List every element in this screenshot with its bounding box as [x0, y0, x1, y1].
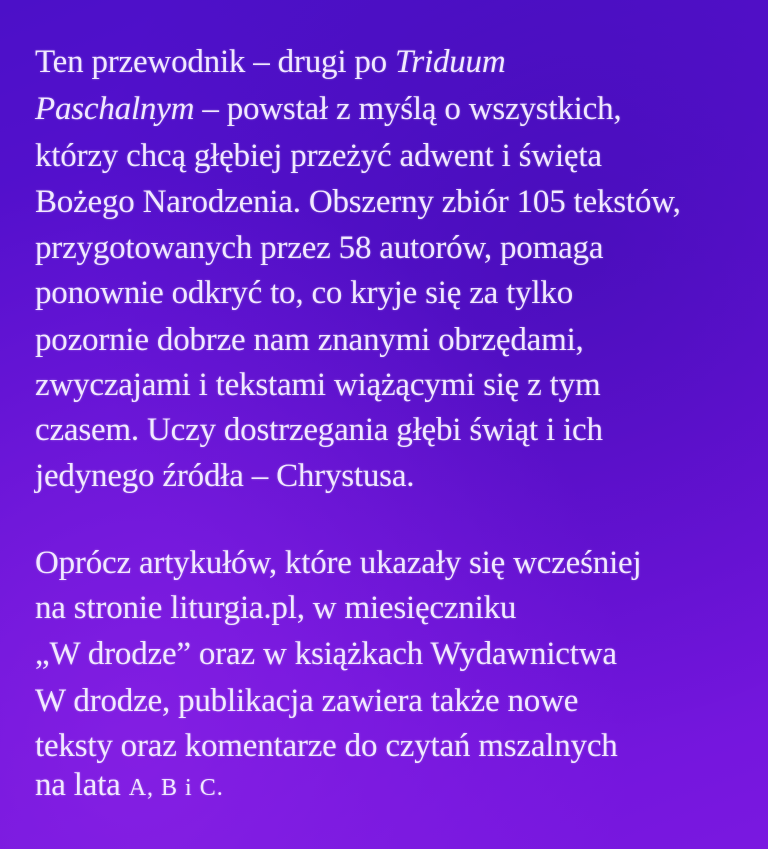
blurb-line: ponownie odkryć to, co kryje się za tylko — [35, 275, 573, 311]
text-span: Ten przewodnik – drugi po — [35, 44, 395, 80]
blurb-line: W drodze, publikacja zawiera także nowe — [35, 683, 579, 719]
blurb-line: teksty oraz komentarze do czytań mszalnych — [35, 728, 618, 764]
blurb-line — [35, 89, 621, 129]
blurb-line: zwyczajami i tekstami wiążącymi się z tym — [35, 367, 601, 403]
blurb-line: którzy chcą głębiej przeżyć adwent i święta — [35, 138, 602, 174]
text-span: – powstał z myślą o wszystkich, — [194, 91, 622, 127]
text-span: na lata — [35, 767, 129, 803]
blurb-line: Oprócz artykułów, które ukazały się wcześniej — [35, 545, 642, 581]
blurb-line: jedynego źródła – Chrystusa. — [35, 458, 415, 494]
blurb-line: przygotowanych przez 58 autorów, pomaga — [35, 230, 604, 266]
blurb-line: pozornie dobrze nam znanymi obrzędami, — [35, 322, 584, 358]
blurb-line — [35, 765, 224, 808]
small-caps-span: A, B i C. — [128, 775, 224, 801]
blurb-line — [35, 42, 505, 82]
blurb-line: czasem. Uczy dostrzegania głębi świąt i ich — [35, 412, 603, 448]
blurb-line: na stronie liturgia.pl, w miesięczniku — [35, 590, 517, 626]
italic-title-span: Triduum — [395, 44, 506, 80]
blurb-line: Bożego Narodzenia. Obszerny zbiór 105 tekstów, — [35, 184, 681, 220]
blurb-line: „W drodze” oraz w książkach Wydawnictwa — [35, 636, 617, 672]
italic-title-span: Paschalnym — [35, 91, 195, 127]
